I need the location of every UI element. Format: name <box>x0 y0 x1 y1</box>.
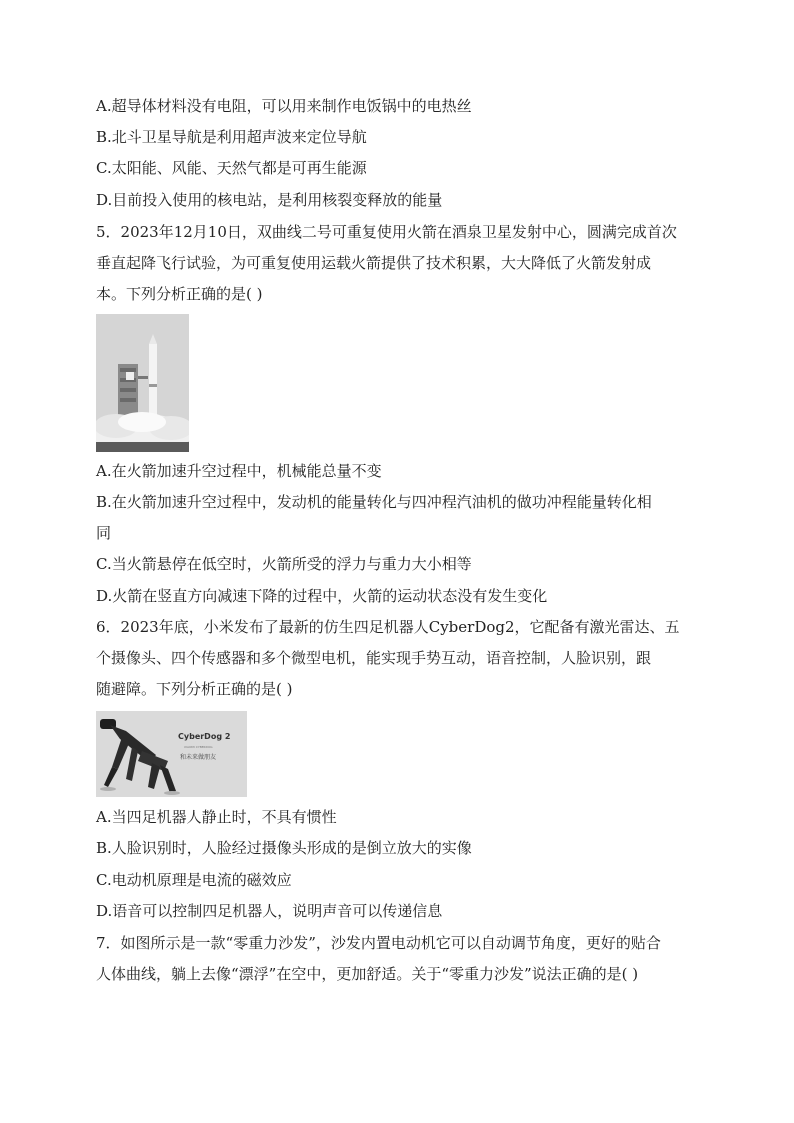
q7-stem-line2: 人体曲线，躺上去像“漂浮”在空中，更加舒适。关于“零重力沙发”说法正确的是( ) <box>96 965 639 983</box>
cyberdog-image-tagline: 和未来做朋友 <box>180 754 217 761</box>
robot-dog-illustration <box>96 711 247 797</box>
q5-option-a: A.在火箭加速升空过程中，机械能总量不变 <box>96 462 382 480</box>
cyberdog-photo <box>96 711 247 797</box>
q5-stem-line2: 垂直起降飞行试验，为可重复使用运载火箭提供了技术积累，大大降低了火箭发射成 <box>96 254 652 272</box>
rocket-launch-illustration <box>96 314 189 452</box>
q5-stem-line1: 5．2023年12月10日，双曲线二号可重复使用火箭在酒泉卫星发射中心，圆满完成首次 <box>96 223 677 241</box>
q5-stem-line3: 本。下列分析正确的是( ) <box>96 285 263 303</box>
q6-stem-line1: 6．2023年底，小米发布了最新的仿生四足机器人CyberDog2，它配备有激光雷达、五 <box>96 618 680 636</box>
q5-option-b-line1: B.在火箭加速升空过程中，发动机的能量转化与四冲程汽油机的做功冲程能量转化相 <box>96 493 652 511</box>
q4-option-b: B.北斗卫星导航是利用超声波来定位导航 <box>96 128 367 146</box>
q5-option-c: C.当火箭悬停在低空时，火箭所受的浮力与重力大小相等 <box>96 555 472 573</box>
rocket-launch-photo <box>96 314 189 452</box>
q5-option-d: D.火箭在竖直方向减速下降的过程中，火箭的运动状态没有发生变化 <box>96 587 548 605</box>
q4-option-c: C.太阳能、风能、天然气都是可再生能源 <box>96 159 367 177</box>
q6-stem-line3: 随避障。下列分析正确的是( ) <box>96 680 293 698</box>
cyberdog-image-title: CyberDog 2 <box>178 732 231 741</box>
q5-option-b-line2: 同 <box>96 524 112 542</box>
q7-stem-line1: 7．如图所示是一款“零重力沙发”，沙发内置电动机它可以自动调节角度，更好的贴合 <box>96 934 661 952</box>
q4-option-d: D.目前投入使用的核电站，是利用核裂变释放的能量 <box>96 191 443 209</box>
q4-option-a: A.超导体材料没有电阻，可以用来制作电饭锅中的电热丝 <box>96 97 472 115</box>
q6-option-b: B.人脸识别时，人脸经过摄像头形成的是倒立放大的实像 <box>96 839 472 857</box>
q6-option-c: C.电动机原理是电流的磁效应 <box>96 871 292 889</box>
q6-option-a: A.当四足机器人静止时，不具有惯性 <box>96 808 337 826</box>
q6-option-d: D.语音可以控制四足机器人，说明声音可以传递信息 <box>96 902 443 920</box>
cyberdog-image-subtitle: XIAOMI CYBERDOG <box>184 745 213 749</box>
q6-stem-line2: 个摄像头、四个传感器和多个微型电机，能实现手势互动，语音控制，人脸识别，跟 <box>96 649 652 667</box>
